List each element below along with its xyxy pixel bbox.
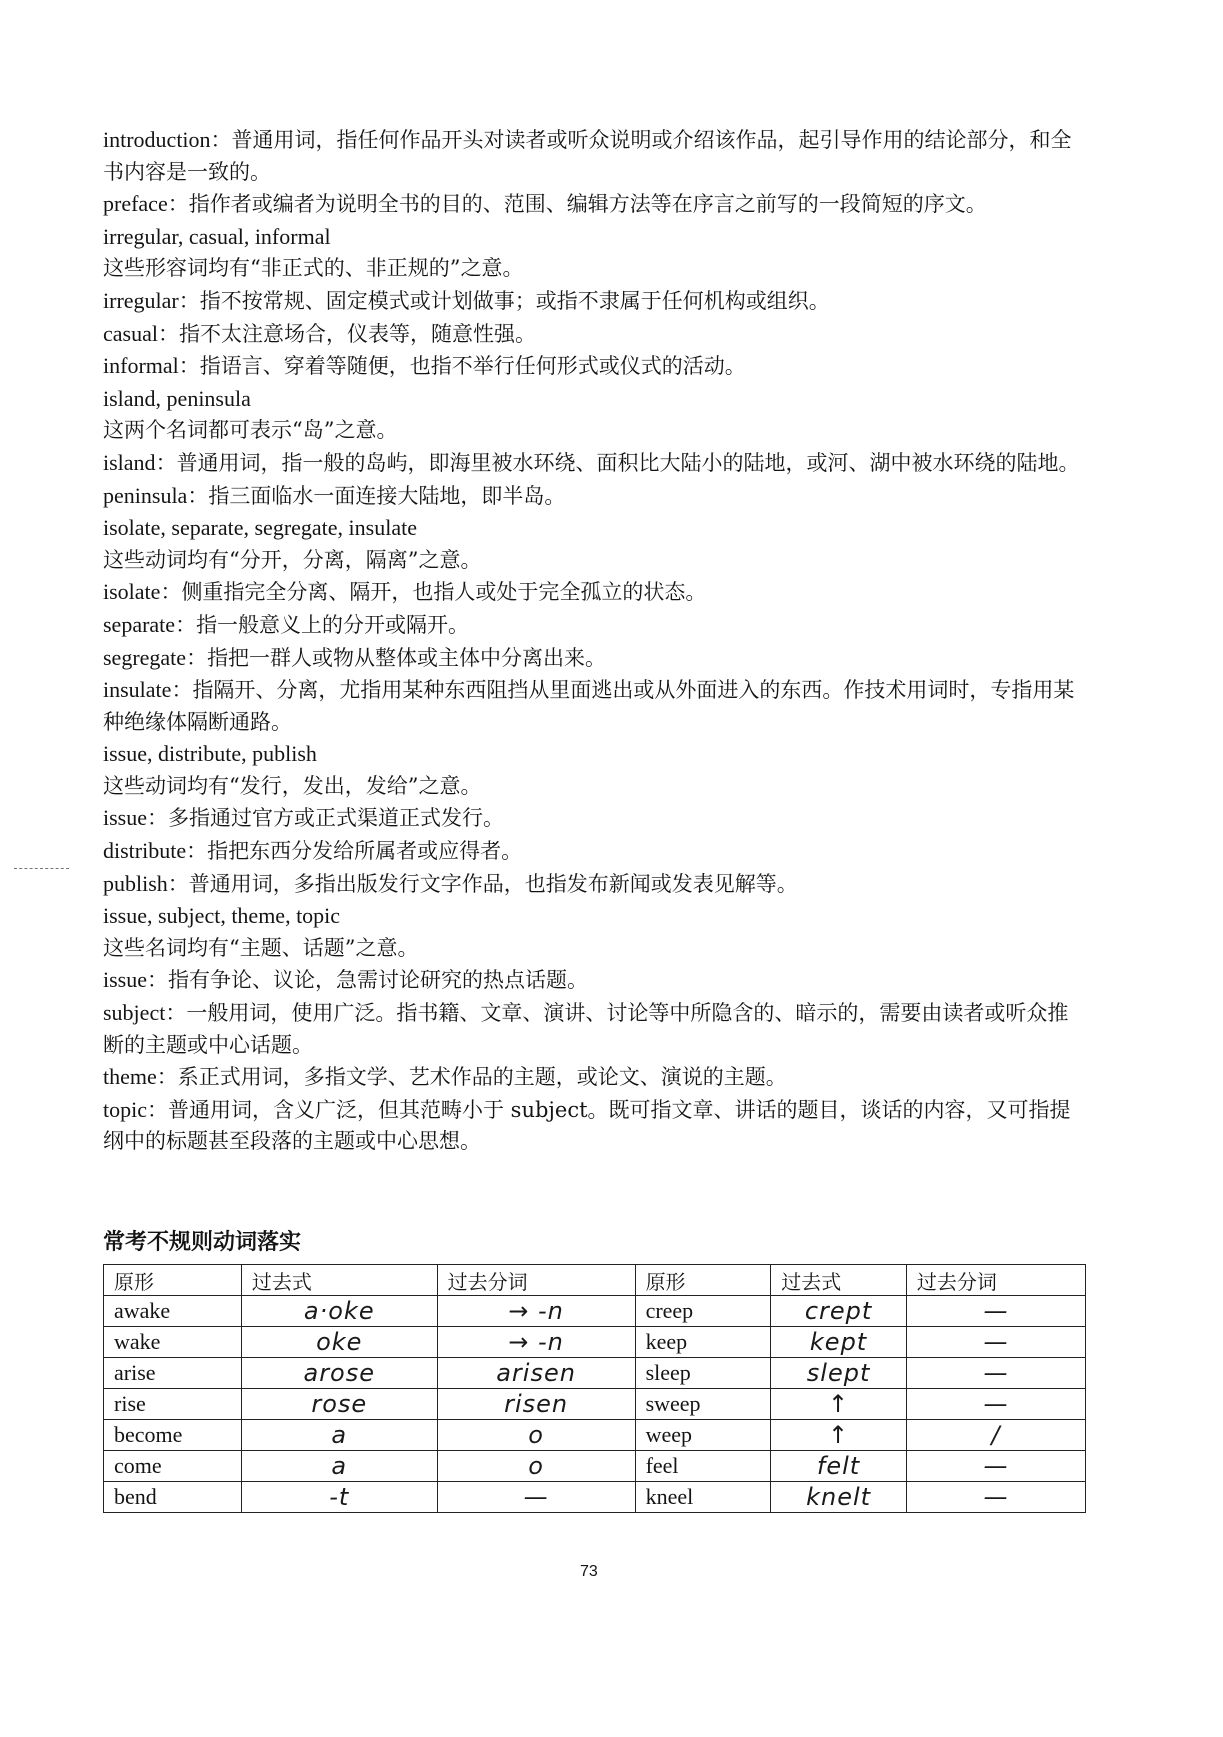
entry-separator: ： [175, 612, 197, 637]
column-header: 原形 [635, 1265, 771, 1296]
entry-term: issue, subject, theme, topic [103, 903, 341, 929]
paragraph [103, 285, 1088, 318]
verb-base-cell: rise [104, 1389, 242, 1420]
handwritten-answer-cell: a [241, 1451, 437, 1482]
table-row [104, 1358, 1086, 1389]
column-header: 过去分词 [906, 1265, 1085, 1296]
entry-term: separate [103, 611, 176, 637]
entry-definition: 这些动词均有“分开，分离，隔离”之意。 [103, 547, 482, 572]
handwritten-answer-cell: → -n [437, 1296, 635, 1327]
paragraph [103, 933, 1088, 965]
paragraph [103, 415, 1088, 447]
paragraph [103, 124, 1088, 188]
handwritten-answer-cell: — [906, 1327, 1085, 1358]
entry-definition: 普通用词，多指出版发行文字作品，也指发布新闻或发表见解等。 [188, 871, 798, 896]
entry-separator: ： [178, 288, 200, 313]
verb-base-cell: arise [104, 1358, 242, 1389]
entry-definition: 指作者或编者为说明全书的目的、范围、编辑方法等在序言之前写的一段简短的序文。 [188, 192, 987, 217]
entry-separator: ： [156, 1065, 178, 1090]
entry-definition: 指有争论、议论，急需讨论研究的热点话题。 [168, 968, 588, 993]
section-title: 常考不规则动词落实 [103, 1230, 302, 1255]
entry-definition: 这些名词均有“主题、话题”之意。 [103, 935, 419, 960]
verb-base-cell: kneel [635, 1482, 771, 1513]
handwritten-answer-cell: rose [241, 1389, 437, 1420]
paragraph [103, 900, 1088, 933]
paragraph [103, 383, 1088, 416]
entry-separator: ： [187, 483, 209, 508]
entry-term: issue, distribute, publish [103, 741, 317, 767]
entry-term: distribute [103, 838, 187, 864]
entry-definition: 指三面临水一面连接大陆地，即半岛。 [208, 483, 566, 508]
entry-definition: 普通用词，含义广泛，但其范畴小于 subject。既可指文章、讲话的题目，谈话的内容，又可指提纲中的标题甚至段落的主题或中心思想。 [103, 1097, 1071, 1154]
paragraph [103, 188, 1088, 221]
paragraph [103, 674, 1088, 738]
handwritten-answer-cell: ↑ [771, 1389, 907, 1420]
paragraph [103, 771, 1088, 803]
entry-definition: 指不太注意场合，仪表等，随意性强。 [178, 321, 536, 346]
handwritten-answer-cell: / [906, 1420, 1085, 1451]
paragraph [103, 512, 1088, 545]
handwritten-answer-cell: o [437, 1451, 635, 1482]
entry-definition: 指隔开、分离，尤指用某种东西阻挡从里面逃出或从外面进入的东西。作技术用词时，专指用某种绝缘体隔断通路。 [103, 678, 1075, 734]
entry-term: informal [103, 353, 179, 379]
handwritten-answer-cell: — [906, 1451, 1085, 1482]
margin-mark [14, 868, 69, 869]
paragraph [103, 609, 1088, 642]
column-header: 原形 [104, 1265, 242, 1296]
column-header: 过去分词 [437, 1265, 635, 1296]
entry-term: peninsula [103, 482, 188, 508]
entry-separator: ： [186, 839, 208, 864]
handwritten-answer-cell: — [906, 1296, 1085, 1327]
entry-separator: ： [210, 128, 232, 152]
entry-term: preface [103, 191, 168, 217]
entry-term: issue [103, 967, 147, 993]
entry-term: island [103, 449, 156, 475]
paragraph [103, 318, 1088, 351]
entry-separator: ： [157, 321, 179, 346]
entry-definition: 指把一群人或物从整体或主体中分离出来。 [207, 645, 607, 670]
paragraph [103, 350, 1088, 383]
text-body [103, 124, 1088, 1158]
paragraph [103, 253, 1088, 285]
entry-term: segregate [103, 644, 187, 670]
entry-separator: ： [165, 1001, 187, 1026]
table-header-row [104, 1265, 1086, 1296]
entry-separator: ： [178, 354, 200, 379]
paragraph [103, 802, 1088, 835]
entry-definition: 指不按常规、固定模式或计划做事；或指不隶属于任何机构或组织。 [199, 288, 830, 313]
entry-separator: ： [155, 450, 177, 475]
paragraph [103, 576, 1088, 609]
entry-definition: 指一般意义上的分开或隔开。 [196, 612, 470, 637]
handwritten-answer-cell: crept [771, 1296, 907, 1327]
entry-definition: 这些形容词均有“非正式的、非正规的”之意。 [103, 256, 524, 281]
entry-term: isolate, separate, segregate, insulate [103, 515, 417, 541]
paragraph [103, 545, 1088, 577]
handwritten-answer-cell: ↑ [771, 1420, 907, 1451]
table-row [104, 1482, 1086, 1513]
handwritten-answer-cell: arisen [437, 1358, 635, 1389]
handwritten-answer-cell: arose [241, 1358, 437, 1389]
entry-definition: 侧重指完全分离、隔开，也指人或处于完全孤立的状态。 [181, 580, 707, 605]
entry-separator: ： [147, 1097, 168, 1122]
entry-definition: 指语言、穿着等随便，也指不举行任何形式或仪式的活动。 [199, 354, 746, 379]
paragraph [103, 835, 1088, 868]
table-row [104, 1296, 1086, 1327]
table-row [104, 1389, 1086, 1420]
verb-base-cell: become [104, 1420, 242, 1451]
table-row [104, 1327, 1086, 1358]
paragraph [103, 868, 1088, 901]
handwritten-answer-cell: oke [241, 1327, 437, 1358]
entry-term: introduction [103, 127, 211, 152]
entry-term: irregular, casual, informal [103, 223, 331, 249]
entry-term: insulate [103, 677, 172, 703]
entry-separator: ： [186, 645, 208, 670]
entry-term: island, peninsula [103, 385, 251, 411]
handwritten-answer-cell: risen [437, 1389, 635, 1420]
entry-definition: 这些动词均有“发行，发出，发给”之意。 [103, 773, 482, 798]
handwritten-answer-cell: slept [771, 1358, 907, 1389]
verb-base-cell: awake [104, 1296, 242, 1327]
entry-definition: 普通用词，指一般的岛屿，即海里被水环绕、面积比大陆小的陆地，或河、湖中被水环绕的陆地。 [176, 450, 1080, 475]
handwritten-answer-cell: kept [771, 1327, 907, 1358]
verb-base-cell: wake [104, 1327, 242, 1358]
verb-base-cell: come [104, 1451, 242, 1482]
entry-term: publish [103, 870, 168, 896]
entry-separator: ： [147, 806, 168, 831]
entry-term: casual [103, 320, 158, 346]
paragraph [103, 447, 1088, 480]
column-header: 过去式 [771, 1265, 907, 1296]
column-header: 过去式 [241, 1265, 437, 1296]
handwritten-answer-cell: knelt [771, 1482, 907, 1513]
handwritten-answer-cell: — [906, 1482, 1085, 1513]
entry-term: isolate [103, 579, 161, 605]
handwritten-answer-cell: felt [771, 1451, 907, 1482]
paragraph [103, 1061, 1088, 1094]
entry-definition: 指把东西分发给所属者或应得者。 [207, 839, 523, 864]
entry-separator: ： [167, 192, 189, 217]
paragraph [103, 738, 1088, 771]
entry-term: subject [103, 1000, 166, 1026]
entry-definition: 多指通过官方或正式渠道正式发行。 [168, 806, 504, 831]
paragraph [103, 964, 1088, 997]
entry-definition: 这两个名词都可表示“岛”之意。 [103, 418, 398, 443]
handwritten-answer-cell: -t [241, 1482, 437, 1513]
verb-base-cell: creep [635, 1296, 771, 1327]
verb-base-cell: feel [635, 1451, 771, 1482]
handwritten-answer-cell: — [906, 1358, 1085, 1389]
entry-definition: 一般用词，使用广泛。指书籍、文章、演讲、讨论等中所隐含的、暗示的，需要由读者或听众推断的主题或中心话题。 [103, 1001, 1069, 1057]
handwritten-answer-cell: o [437, 1420, 635, 1451]
verb-base-cell: keep [635, 1327, 771, 1358]
paragraph [103, 221, 1088, 254]
handwritten-answer-cell: → -n [437, 1327, 635, 1358]
table-row [104, 1420, 1086, 1451]
paragraph [103, 642, 1088, 675]
verb-base-cell: sweep [635, 1389, 771, 1420]
handwritten-answer-cell: — [437, 1482, 635, 1513]
entry-term: theme [103, 1064, 157, 1090]
handwritten-answer-cell: — [906, 1389, 1085, 1420]
verb-base-cell: bend [104, 1482, 242, 1513]
entry-definition: 普通用词，指任何作品开头对读者或听众说明或介绍该作品，起引导作用的结论部分，和全书内容是一致的。 [103, 128, 1072, 184]
paragraph [103, 1094, 1088, 1158]
entry-separator: ： [147, 968, 168, 993]
table-row [104, 1451, 1086, 1482]
paragraph [103, 480, 1088, 513]
entry-separator: ： [167, 871, 189, 896]
entry-separator: ： [160, 580, 182, 605]
handwritten-answer-cell: a [241, 1420, 437, 1451]
handwritten-answer-cell: a·oke [241, 1296, 437, 1327]
entry-term: topic [103, 1096, 147, 1122]
page-number: 73 [580, 1563, 598, 1580]
entry-separator: ： [171, 678, 193, 703]
verb-base-cell: sleep [635, 1358, 771, 1389]
paragraph [103, 997, 1088, 1061]
irregular-verb-table [103, 1264, 1086, 1513]
verb-base-cell: weep [635, 1420, 771, 1451]
entry-term: issue [103, 805, 147, 831]
entry-definition: 系正式用词，多指文学、艺术作品的主题，或论文、演说的主题。 [177, 1065, 787, 1090]
entry-term: irregular [103, 287, 179, 313]
